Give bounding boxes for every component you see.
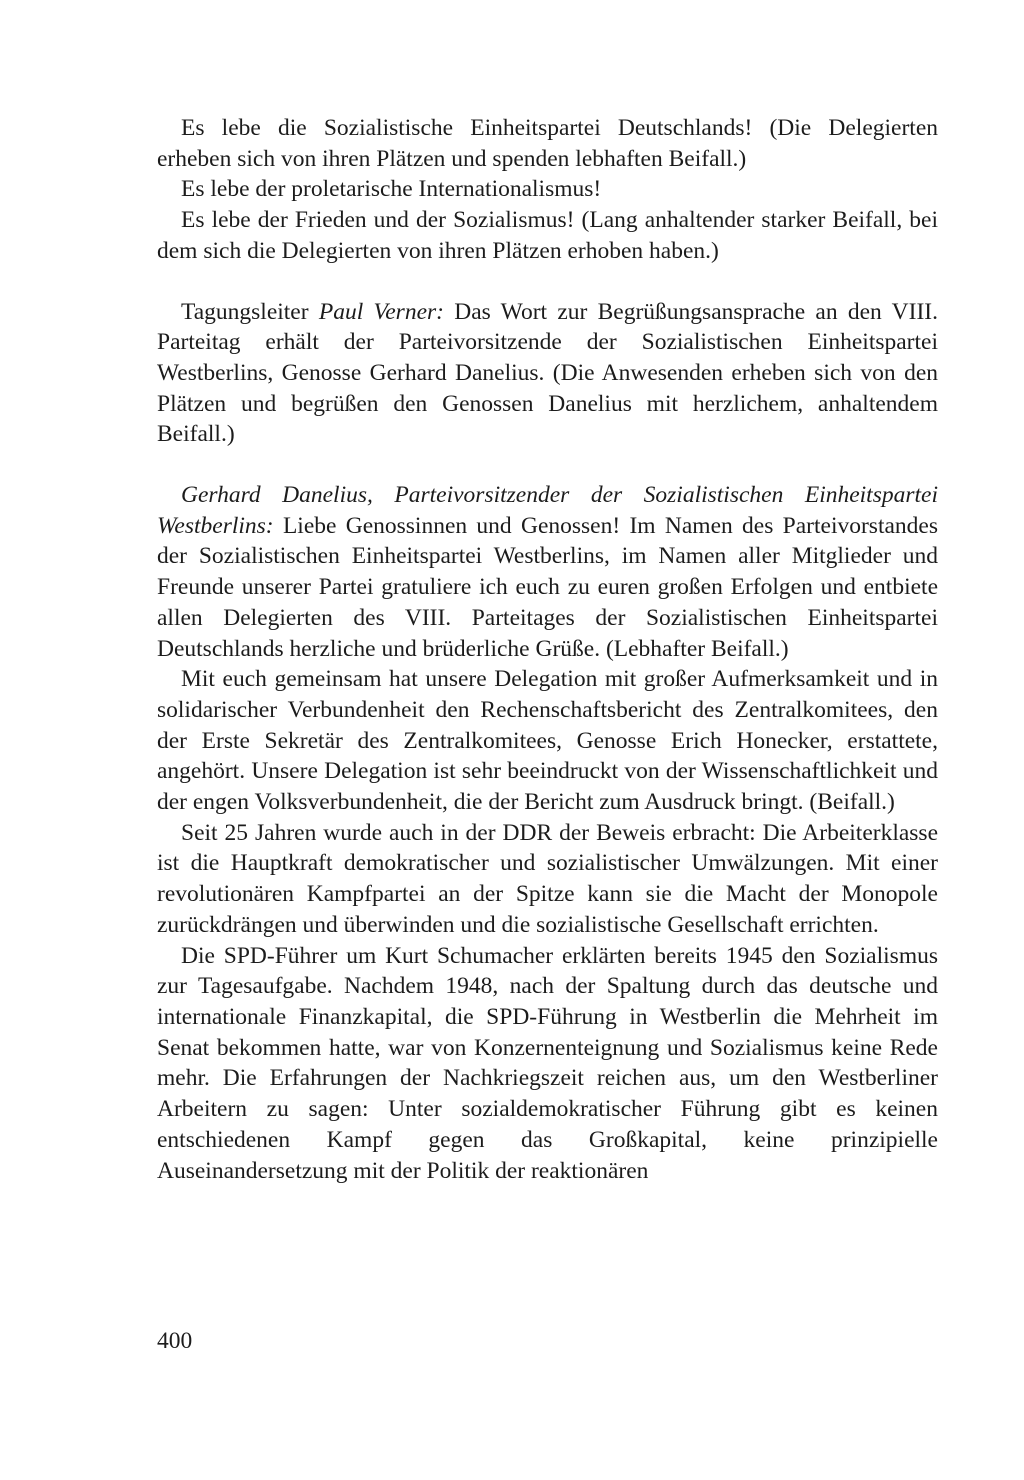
paragraph-delegation-report: Mit euch gemeinsam hat unsere Delegation mit großer Aufmerksamkeit und in solidarischer Verbundenheit den Rechenschaftsbericht des Zentralkomitees, den der Erste Sekretär des Zentralkomitees, Genosse Erich Honecker, erstattete, angehört. Unsere Delegation ist sehr beeindruckt von der Wissenschaftlichkeit und der engen Volksverbundenheit, die der Bericht zum Ausdruck bringt. (Beifall.) [157, 666, 938, 816]
speaker-name-danelius: Gerhard Danelius, Parteivorsitzender der Sozialistischen Einheitspartei Westberlins: [157, 482, 938, 539]
speaker-prefix: Tagungsleiter [181, 298, 319, 325]
paragraph-ddr-proof: Seit 25 Jahren wurde auch in der DDR der Beweis erbracht: Die Arbeiterklasse ist die Hauptkraft demokratischer und sozialistischer Umwälzungen. Mit einer revolutionären Kampfpartei an der Spitze kann sie die Macht der Monopole zurückdrängen und überwinden und die sozialistische Gesellschaft errichten. [157, 819, 938, 938]
paragraph-cheer-internationalism: Es lebe der proletarische Internationalismus! [181, 176, 602, 203]
page-number: 400 [157, 1328, 193, 1354]
paragraph-danelius-text: Liebe Genossinnen und Genossen! Im Namen des Parteivorstandes der Sozialistischen Einheitspartei Westberlins, im Namen aller Mitglieder und Freunde unserer Partei gratuliere ich euch zu euren großen Erfolgen und entbiete allen Delegierten des VIII. Parteitages der Sozialistischen Einheitspartei Deutschlands herzliche und brüderliche Grüße. (Lebhafter Beifall.) [157, 512, 938, 662]
paragraph-cheer-peace: Es lebe der Frieden und der Sozialismus! (Lang anhaltender starker Beifall, bei dem sich die Delegierten von ihren Plätzen erhoben haben.) [157, 207, 938, 264]
paragraph-danelius-greeting [157, 480, 938, 664]
speaker-name-verner: Paul Verner: [318, 298, 444, 325]
paragraph-verner-announcement [157, 297, 938, 451]
paragraph-cheer-sed: Es lebe die Sozialistische Einheitspartei Deutschlands! (Die Delegierten erheben sich von ihren Plätzen und spenden lebhaften Beifall.) [157, 115, 938, 172]
paragraph-spd-leaders: Die SPD-Führer um Kurt Schumacher erklärten bereits 1945 den Sozialismus zur Tagesaufgabe. Nachdem 1948, nach der Spaltung durch das deutsche und internationale Finanzkapital, die SPD-Führung in Westberlin die Mehrheit im Senat bekommen hatte, war von Konzernenteignung und Sozialismus keine Rede mehr. Die Erfahrungen der Nachkriegszeit reichen aus, um den Westberliner Arbeitern zu sagen: Unter sozialdemokratischer Führung gibt es keinen entschiedenen Kampf gegen das Großkapital, keine prinzipielle Auseinandersetzung mit der Politik der reaktionären [157, 942, 938, 1184]
page-body [157, 113, 938, 1186]
paragraph-verner-text: Das Wort zur Begrüßungsansprache an den VIII. Parteitag erhält der Parteivorsitzende der Sozialistischen Einheitspartei Westberlins, Genosse Gerhard Danelius. (Die Anwesenden erheben sich von den Plätzen und begrüßen den Genossen Danelius mit herzlichem, anhaltendem Beifall.) [157, 298, 938, 448]
